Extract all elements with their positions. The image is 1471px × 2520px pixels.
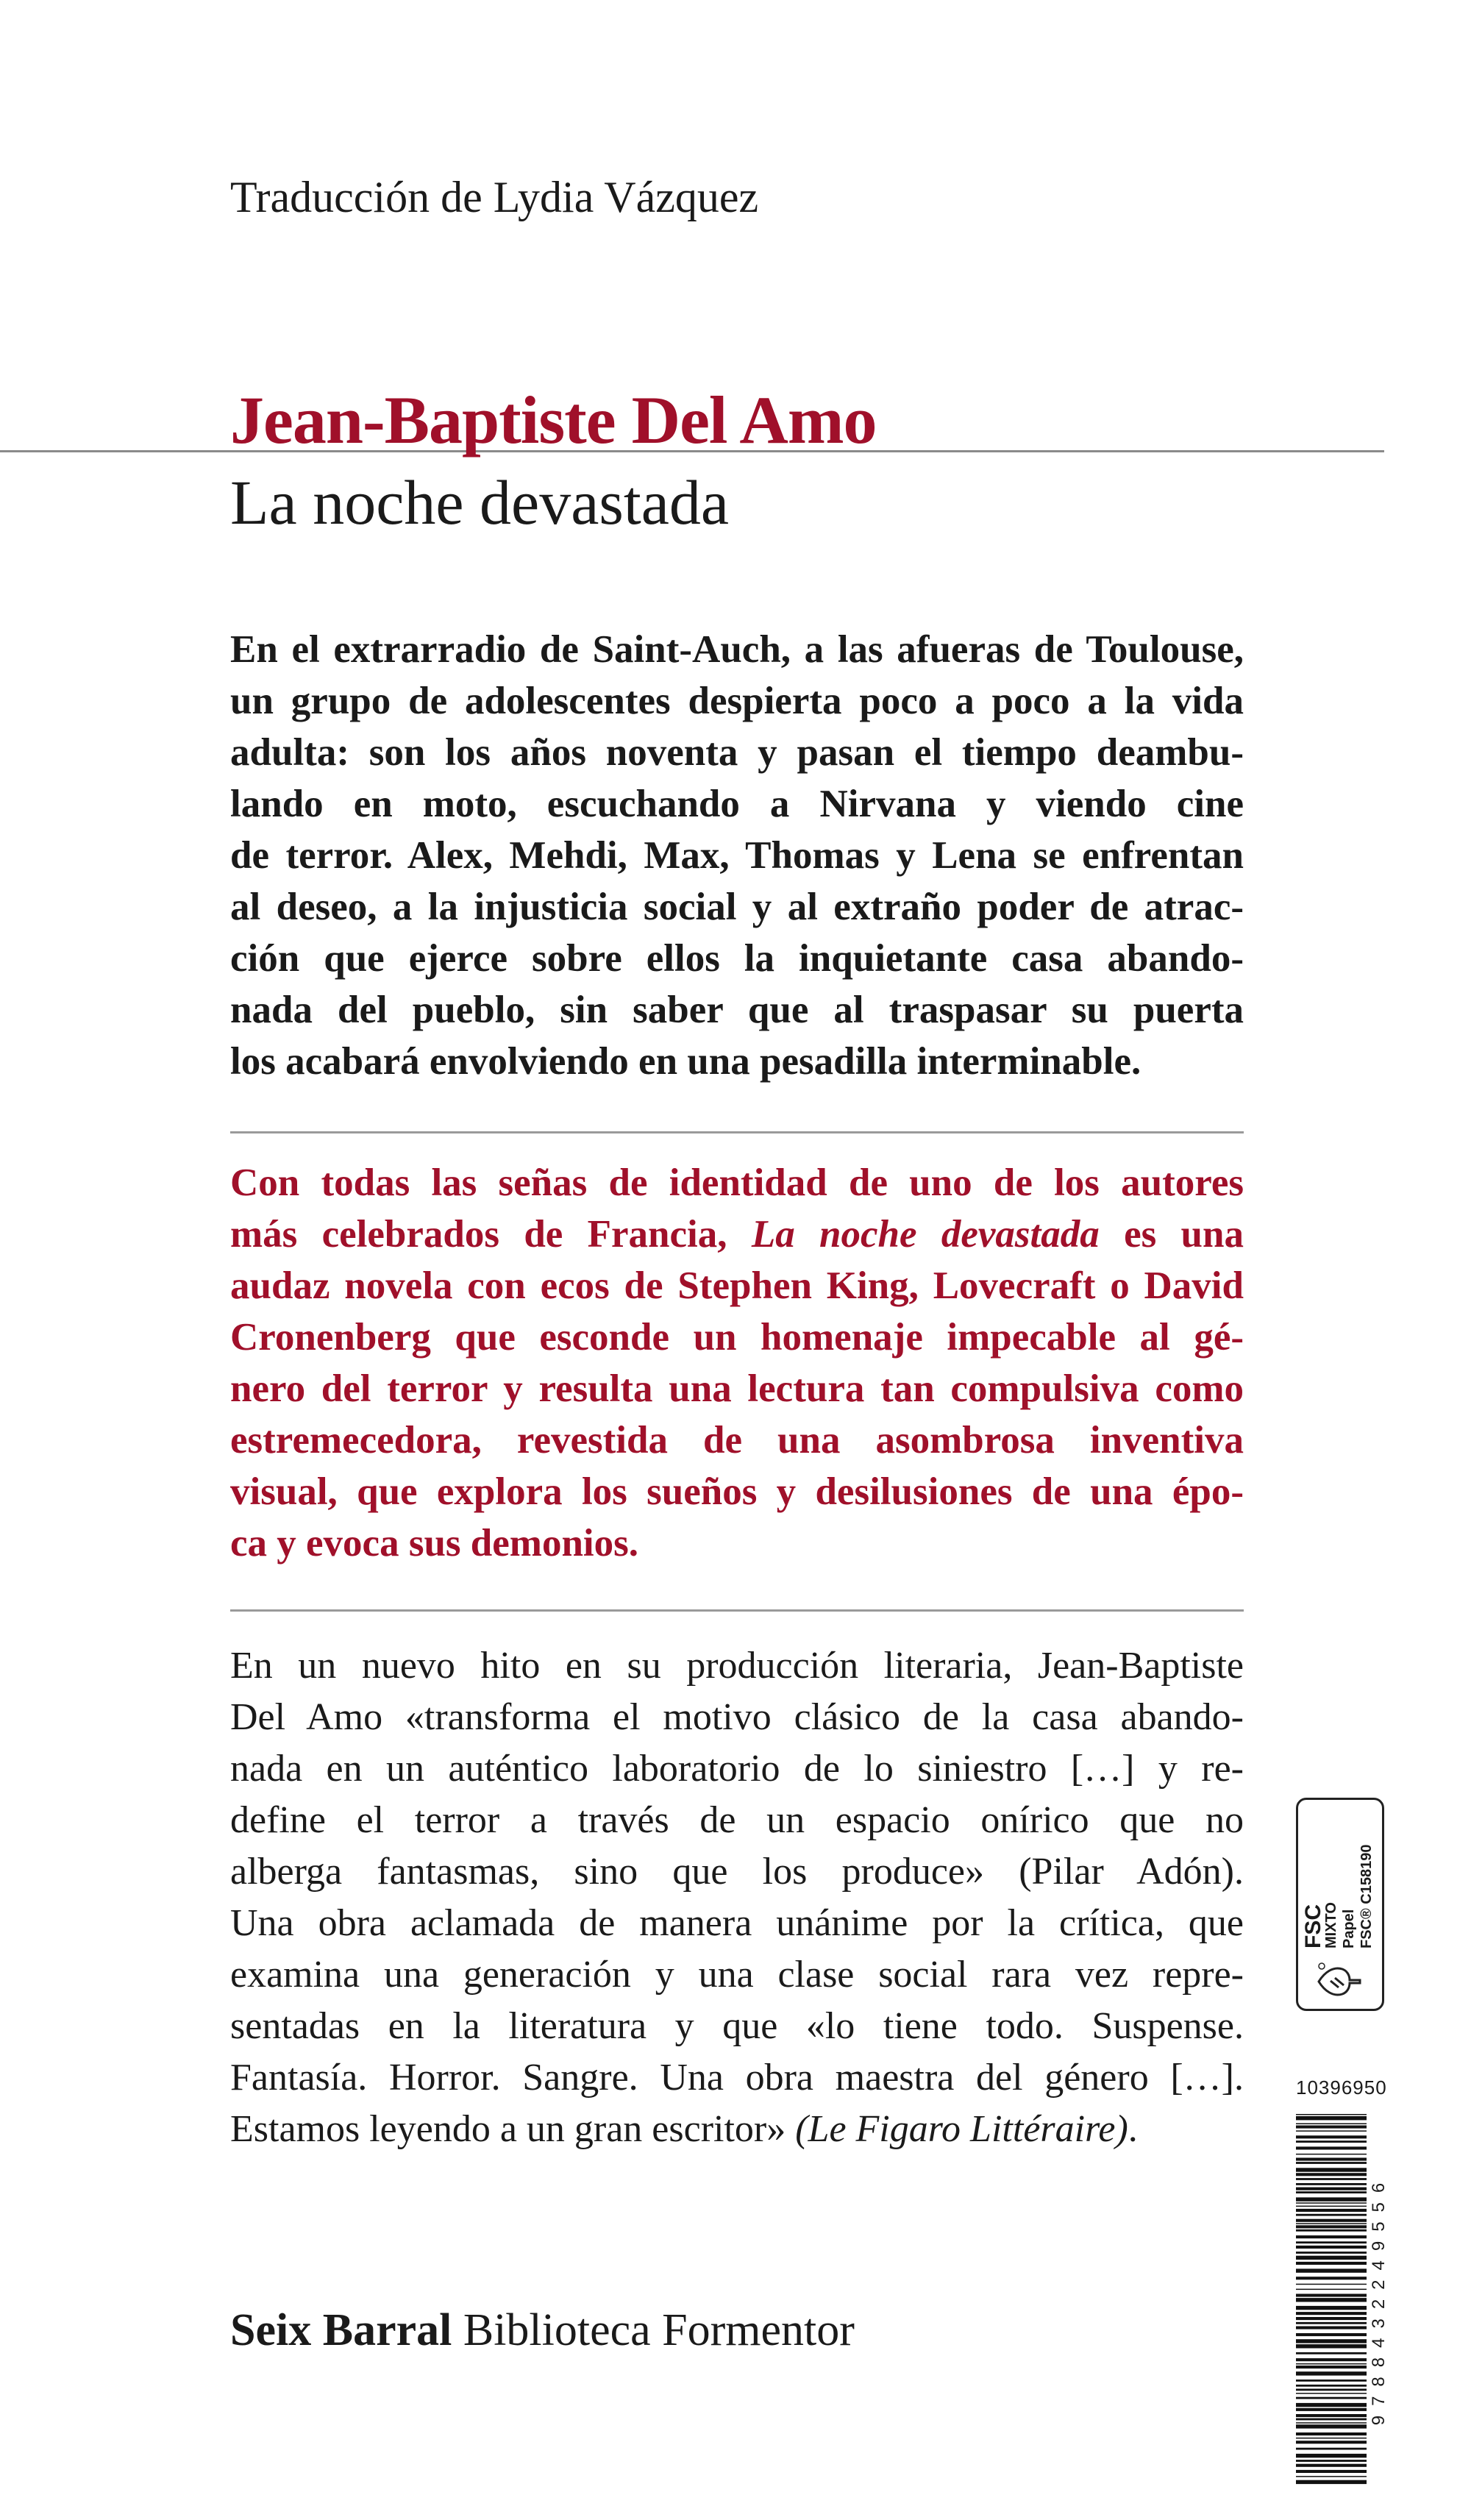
barcode-bar — [1296, 2298, 1367, 2302]
text-segment: Estamos leyendo a un gran escritor» — [230, 2108, 796, 2150]
barcode-bar — [1296, 2317, 1367, 2320]
barcode-bar — [1296, 2418, 1367, 2421]
barcode-bar — [1296, 2114, 1367, 2115]
barcode-bar — [1296, 2284, 1367, 2285]
barcode-bar — [1296, 2454, 1367, 2457]
synopsis-paragraph — [230, 624, 1244, 1087]
barcode-bar — [1296, 2197, 1367, 2201]
review-paragraph — [230, 1640, 1244, 2155]
barcode-bar — [1296, 2366, 1367, 2368]
italic-title: (Le Figaro Littéraire) — [795, 2108, 1128, 2150]
text-line: alberga fantasmas, sino que los produce» (Pilar Adón). — [230, 1851, 1244, 1893]
barcode-bar — [1296, 2480, 1367, 2484]
text-line: adulta: son los años noventa y pasan el tiempo deambu- — [230, 731, 1244, 774]
text-line: estremecedora, revestida de una asombrosa inventiva — [230, 1419, 1244, 1462]
barcode-bar — [1296, 2289, 1367, 2291]
text-line: de terror. Alex, Mehdi, Max, Thomas y Lena se enfrentan — [230, 834, 1244, 877]
barcode-bar — [1296, 2408, 1367, 2411]
publisher-name: Seix Barral — [230, 2305, 452, 2355]
fsc-mark: FSC — [1301, 1904, 1325, 1948]
text-line: ca y evoca sus demonios. — [230, 1522, 639, 1565]
barcode-digits — [1370, 2108, 1389, 2491]
barcode-bar — [1296, 2371, 1367, 2375]
fsc-papel: Papel — [1341, 1909, 1357, 1948]
barcode-bar — [1296, 2422, 1367, 2424]
text-line: ción que ejerce sobre ellos la inquietante casa abando- — [230, 937, 1244, 980]
barcode-bar — [1296, 2358, 1367, 2361]
text-line: nero del terror y resulta una lectura tan compulsiva como — [230, 1367, 1244, 1410]
barcode-bar — [1296, 2393, 1367, 2394]
barcode-bar — [1296, 2380, 1367, 2382]
barcode-bar — [1296, 2246, 1367, 2249]
text-line: examina una generación y una clase social rara vez repre- — [230, 1954, 1244, 1996]
text-line: nada en un auténtico laboratorio de lo siniestro […] y re- — [230, 1748, 1244, 1790]
text-line: audaz novela con ecos de Stephen King, Lovecraft o David — [230, 1264, 1244, 1307]
barcode-bar — [1296, 2183, 1367, 2185]
barcode-bar — [1296, 2424, 1367, 2428]
text-line: En un nuevo hito en su producción literaria, Jean-Baptiste — [230, 1645, 1244, 1687]
barcode-bar — [1296, 2385, 1367, 2387]
barcode-bar — [1296, 2333, 1367, 2336]
text-segment: . — [1128, 2108, 1138, 2150]
barcode-bar — [1296, 2124, 1367, 2125]
barcode-bar — [1296, 2294, 1367, 2297]
barcode-bar — [1296, 2154, 1367, 2155]
text-line: al deseo, a la injusticia social y al extraño poder de atrac- — [230, 886, 1244, 928]
text-line: Una obra aclamada de manera unánime por la crítica, que — [230, 1902, 1244, 1944]
publisher-imprint — [230, 2301, 855, 2360]
translator-credit: Traducción de Lydia Vázquez — [230, 173, 759, 221]
barcode-bar — [1296, 2229, 1367, 2232]
text-segment: más celebrados de Francia, — [230, 1213, 752, 1256]
barcode-bar — [1296, 2448, 1367, 2450]
fsc-tree-icon — [1314, 1956, 1366, 2007]
barcode-bar — [1296, 2256, 1367, 2260]
barcode-bar — [1296, 2158, 1367, 2161]
barcode-bar — [1296, 2438, 1367, 2439]
barcode-bar — [1296, 2262, 1367, 2265]
text-line — [230, 1209, 1244, 1260]
barcode-bar — [1296, 2397, 1367, 2399]
barcode-bar — [1296, 2135, 1367, 2138]
barcode-bar — [1296, 2476, 1367, 2477]
barcode-bar — [1296, 2140, 1367, 2143]
barcode-bar — [1296, 2188, 1367, 2190]
barcode-bar — [1296, 2327, 1367, 2329]
barcode-bar — [1296, 2191, 1367, 2193]
barcode-bar — [1296, 2214, 1367, 2216]
barcode-bar — [1296, 2225, 1367, 2228]
fsc-label — [1296, 1798, 1384, 2011]
barcode-bar — [1296, 2219, 1367, 2222]
text-line: Con todas las señas de identidad de uno de los autores — [230, 1161, 1244, 1204]
barcode-bar — [1296, 2344, 1367, 2348]
collection-name: Biblioteca Formentor — [463, 2305, 855, 2355]
text-line: En el extrarradio de Saint-Auch, a las afueras de Toulouse, — [230, 628, 1244, 671]
barcode-bar — [1296, 2116, 1367, 2120]
section-divider — [230, 1131, 1244, 1133]
barcode-bar — [1296, 2312, 1367, 2315]
book-title: La noche devastada — [230, 467, 730, 538]
barcode-bar — [1296, 2363, 1367, 2365]
text-line: Fantasía. Horror. Sangre. Una obra maestra del género […]. — [230, 2057, 1244, 2099]
text-line: define el terror a través de un espacio onírico que no — [230, 1799, 1244, 1841]
barcode-bar — [1296, 2168, 1367, 2171]
barcode-bar — [1296, 2460, 1367, 2462]
author-name: Jean-Baptiste Del Amo — [230, 382, 877, 458]
text-line: un grupo de adolescentes despierta poco a poco a la vida — [230, 680, 1244, 722]
barcode-bar — [1296, 2209, 1367, 2212]
barcode-bar — [1296, 2339, 1367, 2343]
italic-title: La noche devastada — [751, 1213, 1100, 1256]
barcode-bar — [1296, 2202, 1367, 2204]
barcode-bar — [1296, 2126, 1367, 2129]
text-line: Cronenberg que esconde un homenaje impecable al gé- — [230, 1316, 1244, 1359]
barcode-bar — [1296, 2173, 1367, 2176]
barcode-bar — [1296, 2206, 1367, 2207]
barcode-bar — [1296, 2235, 1367, 2238]
barcode-bar — [1296, 2268, 1367, 2272]
barcode-bar — [1296, 2306, 1367, 2310]
text-line: los acabará envolviendo en una pesadilla interminable. — [230, 1040, 1141, 1083]
text-segment: es una — [1099, 1213, 1244, 1256]
barcode-bar — [1296, 2441, 1367, 2444]
text-line: sentadas en la literatura y que «lo tiene todo. Suspense. — [230, 2005, 1244, 2047]
fsc-license: FSC® C158190 — [1358, 1844, 1375, 1948]
praise-paragraph — [230, 1157, 1244, 1569]
text-line: Del Amo «transforma el motivo clásico de la casa abando- — [230, 1696, 1244, 1738]
barcode-bar — [1296, 2178, 1367, 2180]
text-line: nada del pueblo, sin saber que al traspasar su puerta — [230, 989, 1244, 1031]
text-line: lando en moto, escuchando a Nirvana y viendo cine — [230, 783, 1244, 825]
barcode-bar — [1296, 2432, 1367, 2435]
text-line — [230, 2104, 1244, 2155]
fsc-mixto: MIXTO — [1323, 1902, 1339, 1948]
barcode-bar — [1296, 2414, 1367, 2417]
stock-number: 10396950 — [1296, 2076, 1387, 2099]
text-line: visual, que explora los sueños y desilusiones de una épo- — [230, 1470, 1244, 1513]
barcode-number: 9788432249556 — [1369, 2173, 1389, 2426]
barcode-bar — [1296, 2470, 1367, 2473]
barcode-bar — [1296, 2352, 1367, 2355]
barcode-bar — [1296, 2241, 1367, 2243]
barcode-bar — [1296, 2146, 1367, 2149]
barcode-bar — [1296, 2389, 1367, 2391]
barcode-bar — [1296, 2252, 1367, 2254]
barcode-bar — [1296, 2277, 1367, 2279]
section-divider — [230, 1609, 1244, 1612]
barcode-bar — [1296, 2130, 1367, 2132]
barcode-bar — [1296, 2162, 1367, 2164]
barcode-bar — [1296, 2223, 1367, 2224]
barcode-bar — [1296, 2322, 1367, 2324]
barcode-bar — [1296, 2464, 1367, 2467]
barcode-bar — [1296, 2403, 1367, 2407]
